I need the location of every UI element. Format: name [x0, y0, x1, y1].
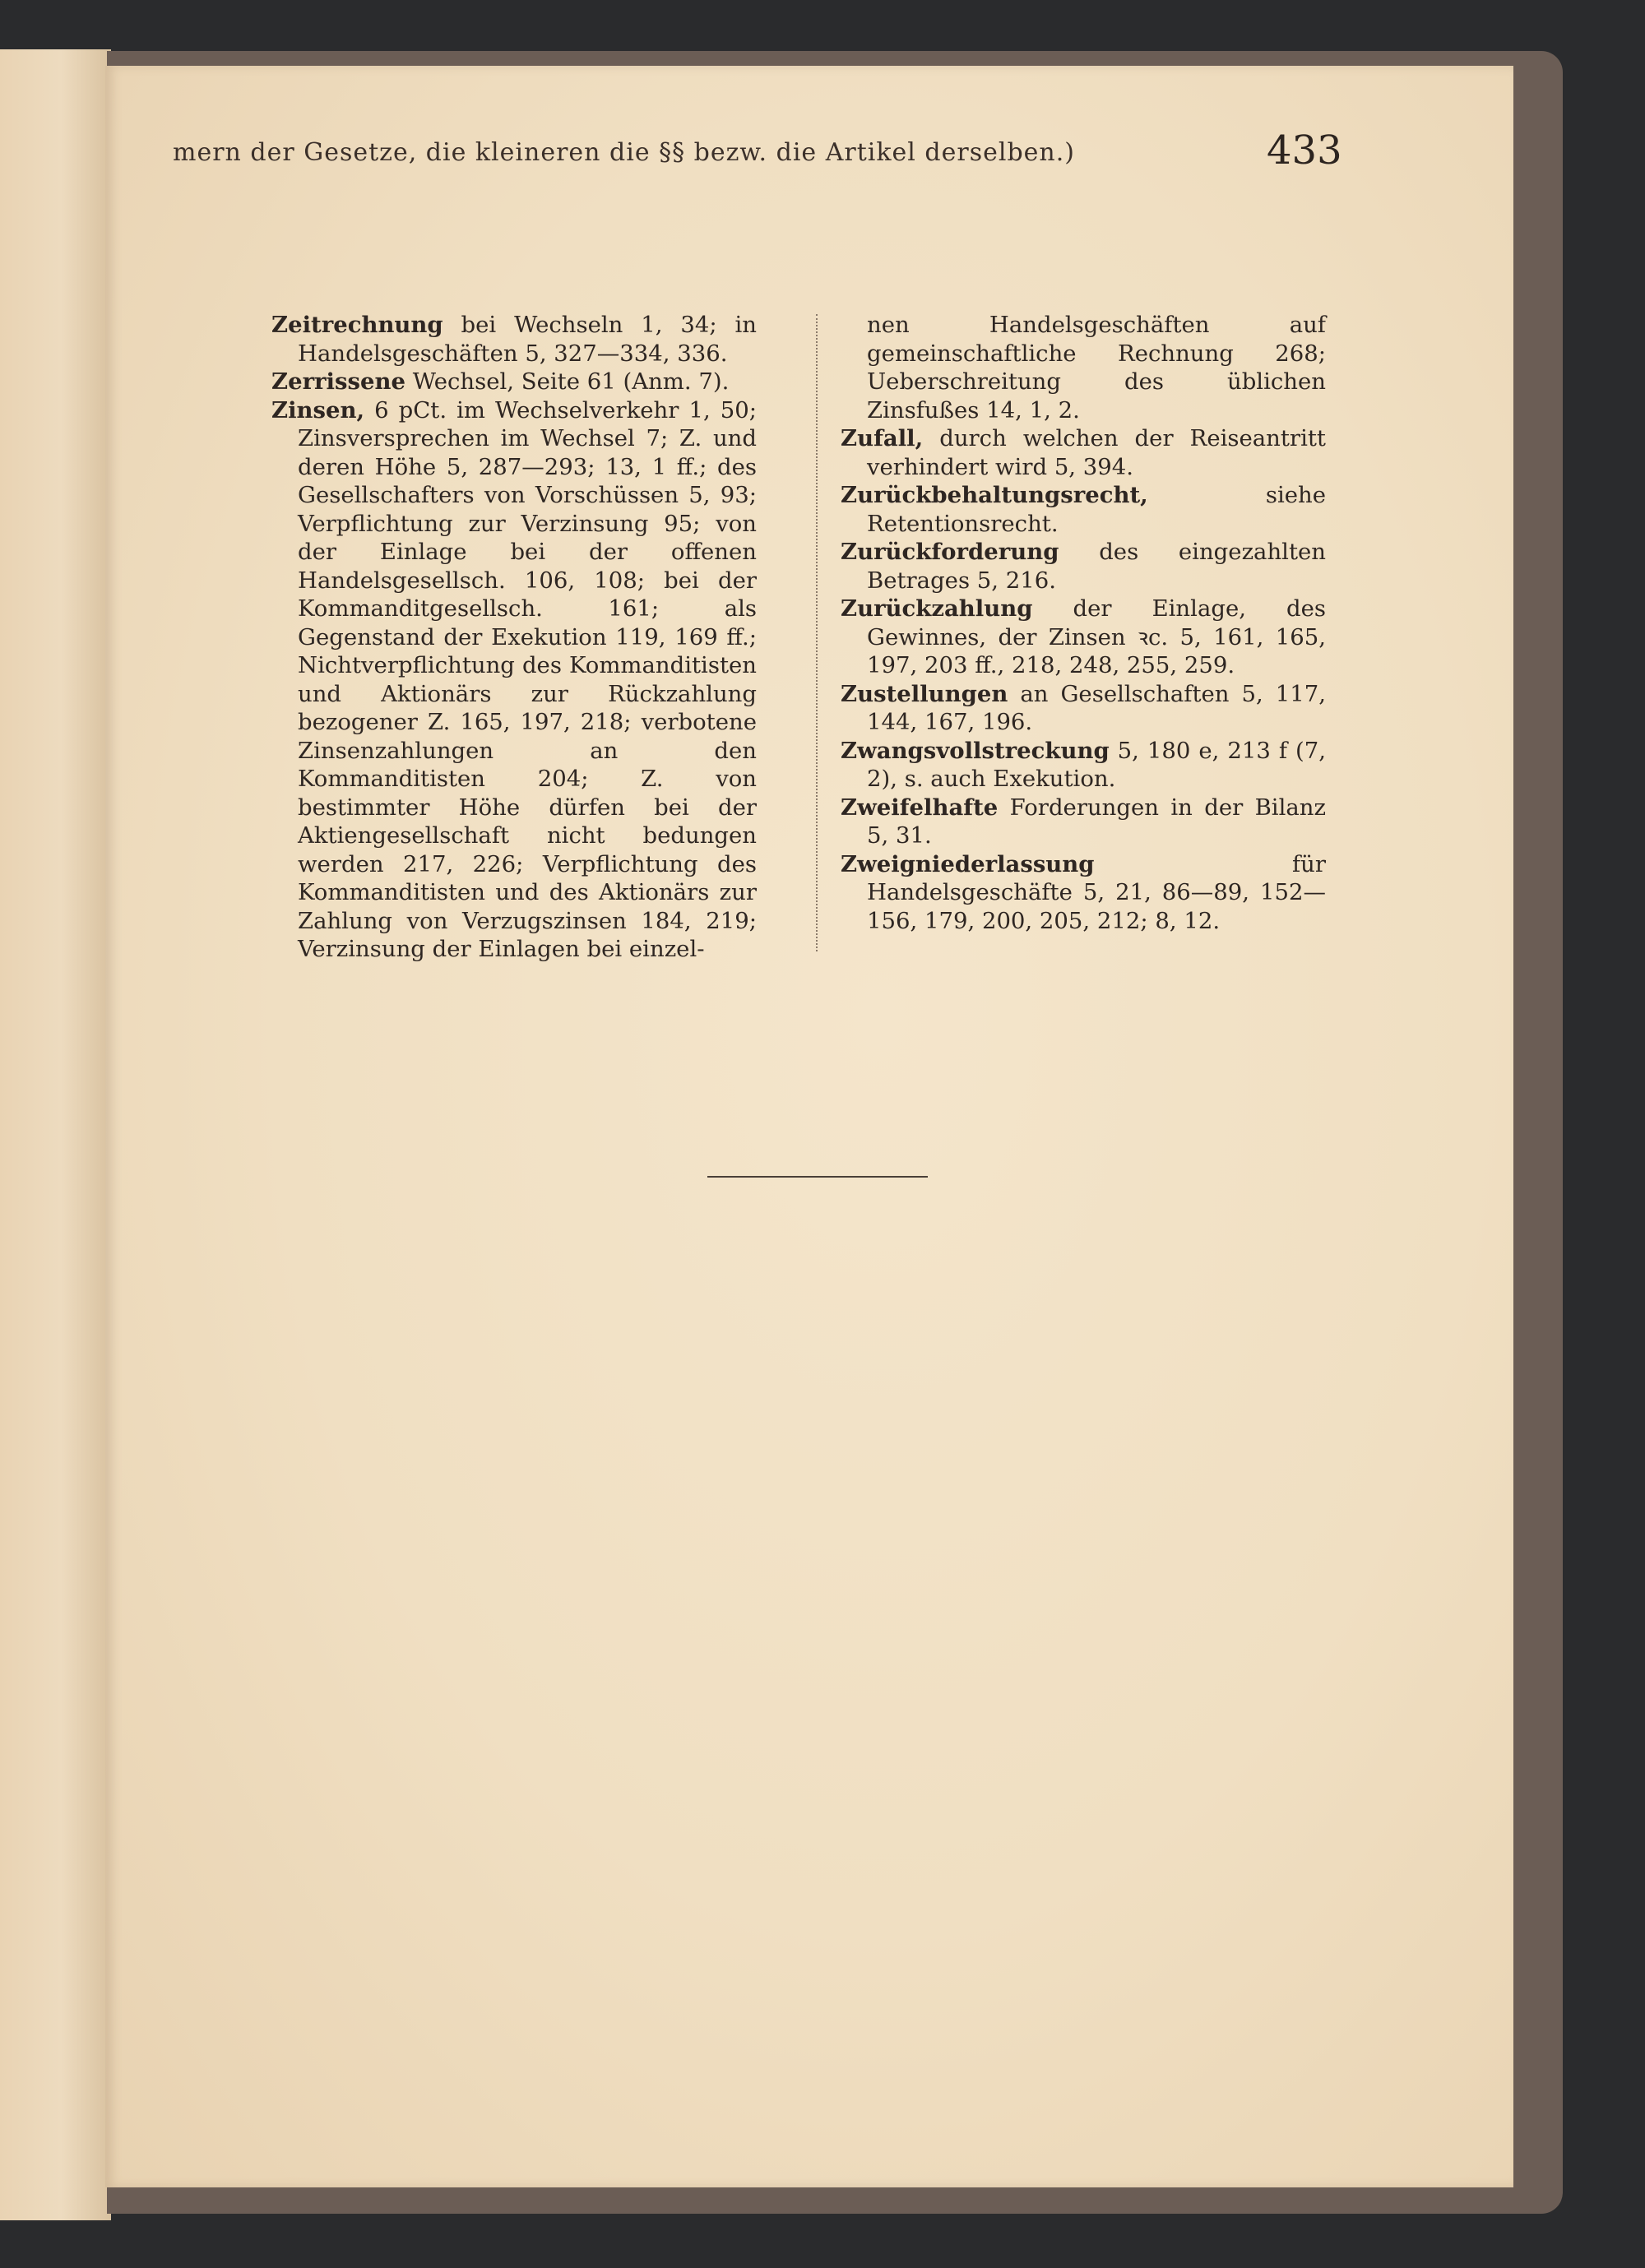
column-divider	[816, 314, 818, 951]
index-entry-continued	[841, 311, 1326, 424]
index-entry	[841, 737, 1326, 794]
entry-keyword: Zweigniederlassung	[841, 850, 1095, 877]
entry-keyword: Zufall,	[841, 425, 924, 451]
facing-page-edge	[0, 49, 111, 2220]
entry-text: Forderungen in der Bilanz 5, 31.	[867, 794, 1326, 849]
index-entry	[271, 368, 757, 396]
page-number: 433	[1267, 127, 1342, 174]
entry-text: Wechsel, Seite 61 (Anm. 7).	[412, 368, 730, 395]
entry-keyword: Zurückzahlung	[841, 595, 1033, 622]
entry-text: durch welchen der Reiseantritt verhindert wird 5, 394.	[867, 425, 1326, 480]
entry-text: des eingezahlten Betrages 5, 216.	[867, 539, 1326, 594]
index-entry	[841, 595, 1326, 680]
index-entry	[271, 311, 757, 368]
entry-text: 6 pCt. im Wechselverkehr 1, 50; Zinsversprechen im Wechsel 7; Z. und deren Höhe 5, 287—293; 13, 1 ff.; des Gesellschafters von Vorschüssen 5, 93; Verpflichtung zur Verzinsung 95; von der Einlage bei der offenen Handelsgesellsch. 106, 108; bei der Kommanditgesellsch. 161; als Gegenstand der Exekution 119, 169 ff.; Nichtverpflichtung des Kommanditisten und Aktionärs zur Rückzahlung bezogener Z. 165, 197, 218; verbotene Zinsenzahlungen an den Kommanditisten 204; Z. von bestimmter Höhe dürfen bei der Aktiengesellschaft nicht bedungen werden 217, 226; Verpflichtung des Kommanditisten und des Aktionärs zur Zahlung von Verzugszinsen 184, 219; Verzinsung der Einlagen bei einzel-	[298, 396, 757, 962]
entry-keyword: Zurückbehaltungsrecht,	[841, 482, 1148, 508]
index-entry	[841, 794, 1326, 850]
index-entry	[841, 680, 1326, 737]
running-head: mern der Gesetze, die kleineren die §§ bezw. die Artikel derselben.)	[173, 138, 1075, 167]
entry-keyword: Zweifelhafte	[841, 794, 999, 821]
entry-text: siehe Retentionsrecht.	[867, 482, 1326, 537]
entry-text: der Einlage, des Gewinnes, der Zinsen ꝛc. 5, 161, 165, 197, 203 ff., 218, 248, 255, 259.	[867, 595, 1326, 678]
index-column-right	[841, 311, 1326, 935]
entry-keyword: Zinsen,	[271, 396, 365, 424]
entry-text: nen Handelsgeschäften auf gemeinschaftliche Rechnung 268; Ueberschreitung des üblichen Zinsfußes 14, 1, 2.	[867, 312, 1326, 424]
entry-keyword: Zurückforderung	[841, 539, 1059, 565]
entry-text: für Handelsgeschäfte 5, 21, 86—89, 152—156, 179, 200, 205, 212; 8, 12.	[867, 850, 1326, 934]
entry-keyword: Zeitrechnung	[271, 312, 443, 338]
index-entry	[271, 396, 757, 964]
entry-keyword: Zwangsvollstreckung	[841, 737, 1110, 764]
end-of-index-rule	[707, 1176, 928, 1178]
entry-text: an Gesellschaften 5, 117, 144, 167, 196.	[867, 680, 1326, 735]
entry-keyword: Zustellungen	[841, 680, 1008, 707]
index-entry	[841, 850, 1326, 936]
index-entry	[841, 424, 1326, 481]
index-entry	[841, 538, 1326, 595]
entry-text: bei Wechseln 1, 34; in Handelsgeschäften 5, 327—334, 336.	[298, 312, 757, 367]
index-entry	[841, 481, 1326, 538]
entry-text: 5, 180 e, 213 f (7, 2), s. auch Exekution.	[867, 737, 1326, 792]
index-column-left	[271, 311, 757, 964]
entry-keyword: Zerrissene	[271, 368, 405, 395]
